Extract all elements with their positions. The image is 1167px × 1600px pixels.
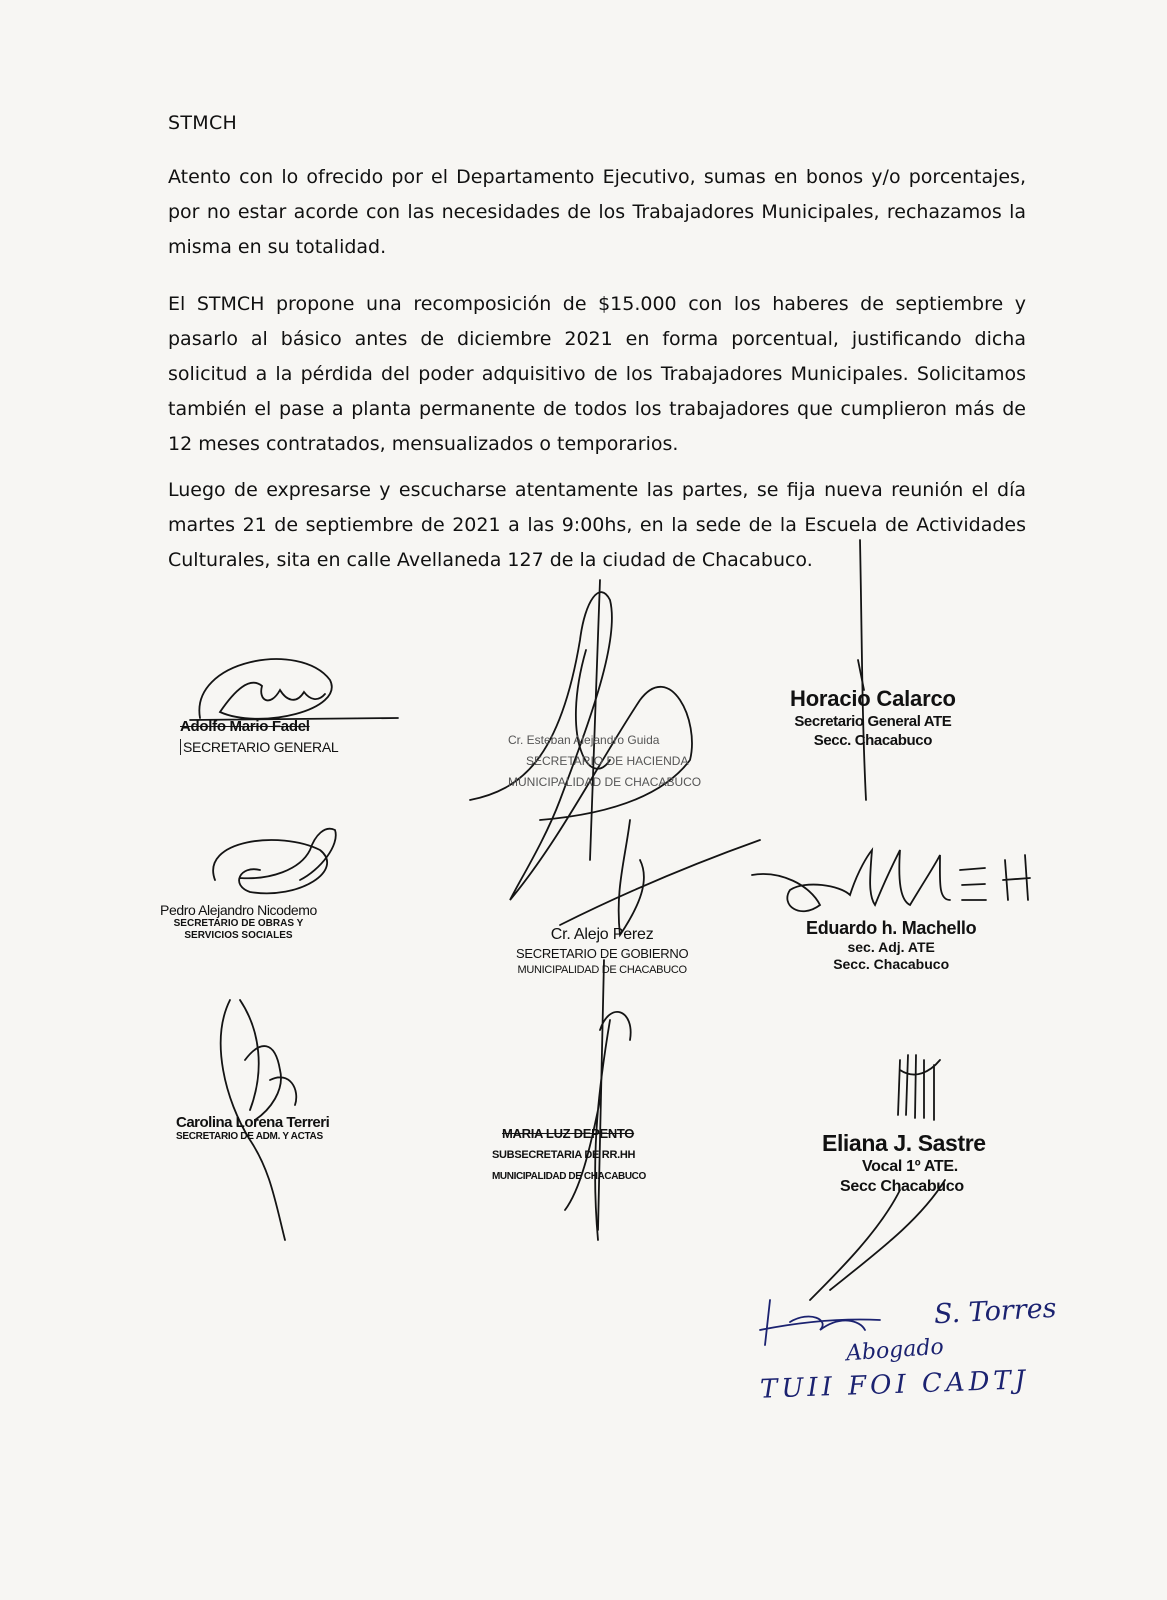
signer-role: Secretario General ATE <box>794 713 952 730</box>
paragraph-next-meeting: Luego de expresarse y escucharse atentamente las partes, se fija nueva reunión el día martes 21 de septiembre de 2021 a las 9:00hs, en la sede de la Escuela de Actividades Culturales, sita en calle Avellaneda 127 de la ciudad de Chacabuco. <box>168 479 1026 571</box>
signer-role: SECRETARIO DE GOBIERNO <box>516 946 689 961</box>
signer-role: sec. Adj. ATE <box>847 939 935 955</box>
signature-torres <box>760 1300 880 1345</box>
signature-block-terreri <box>176 1114 329 1142</box>
signer-org: MUNICIPALIDAD DE CHACABUCO <box>492 1171 646 1182</box>
signer-name: Cr. Esteban Alejandro Guida <box>508 733 660 747</box>
signer-role: SECRETARIO DE OBRAS Y <box>173 918 304 929</box>
signature-nicodemo <box>213 829 336 894</box>
signer-role: SECRETARIO DE HACIENDA <box>526 754 689 768</box>
signer-name: Eduardo h. Machello <box>806 918 977 938</box>
signer-org: MUNICIPALIDAD DE CHACABUCO <box>517 964 687 976</box>
signer-org: MUNICIPALIDAD DE CHACABUCO <box>508 775 702 789</box>
signer-name: Adolfo Mario Fadel <box>180 718 310 735</box>
signer-name: Pedro Alejandro Nicodemo <box>160 902 317 918</box>
signature-block-machello <box>806 918 976 973</box>
signature-block-perez <box>516 926 688 976</box>
signer-section: Secc. Chacabuco <box>813 732 932 749</box>
signer-role: SERVICIOS SOCIALES <box>184 930 293 941</box>
signer-name: Eliana J. Sastre <box>822 1130 986 1156</box>
signer-name: Horacio Calarco <box>790 686 956 711</box>
signature-machello <box>752 850 950 911</box>
signature-block-esteban <box>508 730 701 793</box>
paragraph-rejection: Atento con lo ofrecido por el Departamento Ejecutivo, sumas en bonos y/o porcentajes, por no estar acorde con las necesidades de los Trabajadores Municipales, rechazamos la misma en su totalidad. <box>168 166 1026 258</box>
signer-name: MARIA LUZ DEPENTO <box>502 1126 635 1141</box>
signature-block-nicodemo <box>160 902 317 942</box>
signer-name: Cr. Alejo Perez <box>550 926 654 943</box>
handwritten-title: Abogado <box>845 1334 945 1367</box>
signer-role: Vocal 1º ATE. <box>862 1158 958 1175</box>
signature-block-fadel <box>180 718 338 755</box>
handwritten-name: S. Torres <box>933 1292 1058 1331</box>
signature-fadel <box>190 659 398 720</box>
handwritten-registration: TUII FOI CADTJ <box>759 1365 1030 1405</box>
signer-role: SUBSECRETARIA DE RR.HH <box>492 1149 636 1161</box>
signer-section: Secc Chacabuco <box>840 1178 964 1195</box>
signer-section: Secc. Chacabuco <box>833 956 950 972</box>
signer-role: SECRETARIO GENERAL <box>180 739 338 755</box>
signer-role: SECRETARIO DE ADM. Y ACTAS <box>176 1131 323 1142</box>
document-heading: STMCH <box>168 112 238 134</box>
paragraph-proposal: El STMCH propone una recomposición de $15.000 con los haberes de septiembre y pasarlo al básico antes de diciembre 2021 en forma porcentual, justificando dicha solicitud a la pérdida del poder adquisitivo de los Trabajadores Municipales. Solicitamos también el pase a planta permanente de todos los trabajadores que cumplieron más de 12 meses contratados, mensualizados o temporarios. <box>168 293 1026 455</box>
signature-block-depento <box>492 1126 646 1182</box>
signature-block-calarco <box>790 686 956 750</box>
signature-sastre <box>898 1055 940 1120</box>
signature-block-sastre <box>822 1130 986 1197</box>
signer-name: Carolina Lorena Terreri <box>176 1114 330 1131</box>
